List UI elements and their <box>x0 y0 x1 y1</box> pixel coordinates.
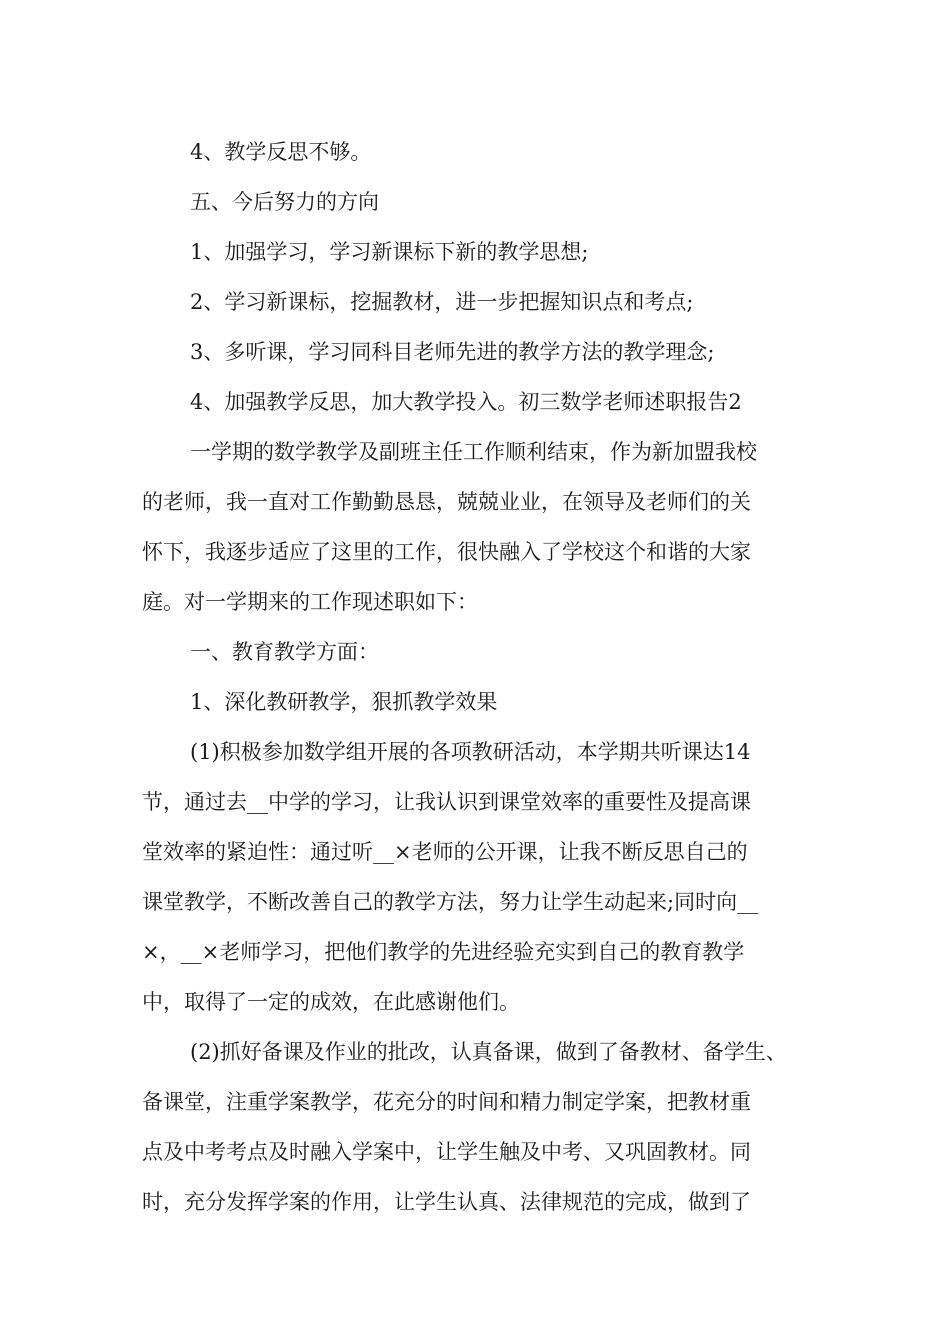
paragraph-line-11: 中，取得了一定的成效，在此感谢他们。 <box>142 990 520 1014</box>
paragraph-line-13: 备课堂，注重学案教学，花充分的时间和精力制定学案，把教材重 <box>142 1090 751 1114</box>
subsection-heading-1: 1、深化教研教学，狠抓教学效果 <box>190 690 498 714</box>
section-heading-5: 五、今后努力的方向 <box>190 190 379 214</box>
paragraph-line-14: 点及中考考点及时融入学案中，让学生触及中考、又巩固教材。同 <box>142 1140 751 1164</box>
list-item-2: 2、学习新课标，挖掘教材，进一步把握知识点和考点; <box>190 290 694 314</box>
paragraph-line-8: 堂效率的紧迫性：通过听__×老师的公开课，让我不断反思自己的 <box>142 840 748 864</box>
paragraph-line-3: 的老师，我一直对工作勤勤恳恳，兢兢业业，在领导及老师们的关 <box>142 490 751 514</box>
paragraph-line-12: (2)抓好备课及作业的批改，认真备课，做到了备教材、备学生、 <box>190 1040 787 1064</box>
paragraph-line-9: 课堂教学，不断改善自己的教学方法，努力让学生动起来;同时向__ <box>142 890 759 914</box>
paragraph-line-10: ×，__×老师学习，把他们教学的先进经验充实到自己的教育教学 <box>142 940 745 964</box>
paragraph-line-6: (1)积极参加数学组开展的各项教研活动，本学期共听课达14 <box>190 740 751 764</box>
section-heading-1: 一、教育教学方面： <box>190 640 379 664</box>
paragraph-line-1: 4、教学反思不够。 <box>190 140 372 164</box>
paragraph-line-7: 节，通过去__中学的学习，让我认识到课堂效率的重要性及提高课 <box>142 790 751 814</box>
paragraph-line-15: 时，充分发挥学案的作用，让学生认真、法律规范的完成，做到了 <box>142 1190 751 1214</box>
paragraph-line-4: 怀下，我逐步适应了这里的工作，很快融入了学校这个和谐的大家 <box>142 540 751 564</box>
paragraph-line-5: 庭。对一学期来的工作现述职如下： <box>142 590 478 614</box>
list-item-1: 1、加强学习，学习新课标下新的教学思想; <box>190 240 589 264</box>
list-item-3: 3、多听课，学习同科目老师先进的教学方法的教学理念; <box>190 340 715 364</box>
paragraph-line-2: 一学期的数学教学及副班主任工作顺利结束，作为新加盟我校 <box>190 440 757 464</box>
list-item-4: 4、加强教学反思，加大教学投入。初三数学老师述职报告2 <box>190 390 742 414</box>
